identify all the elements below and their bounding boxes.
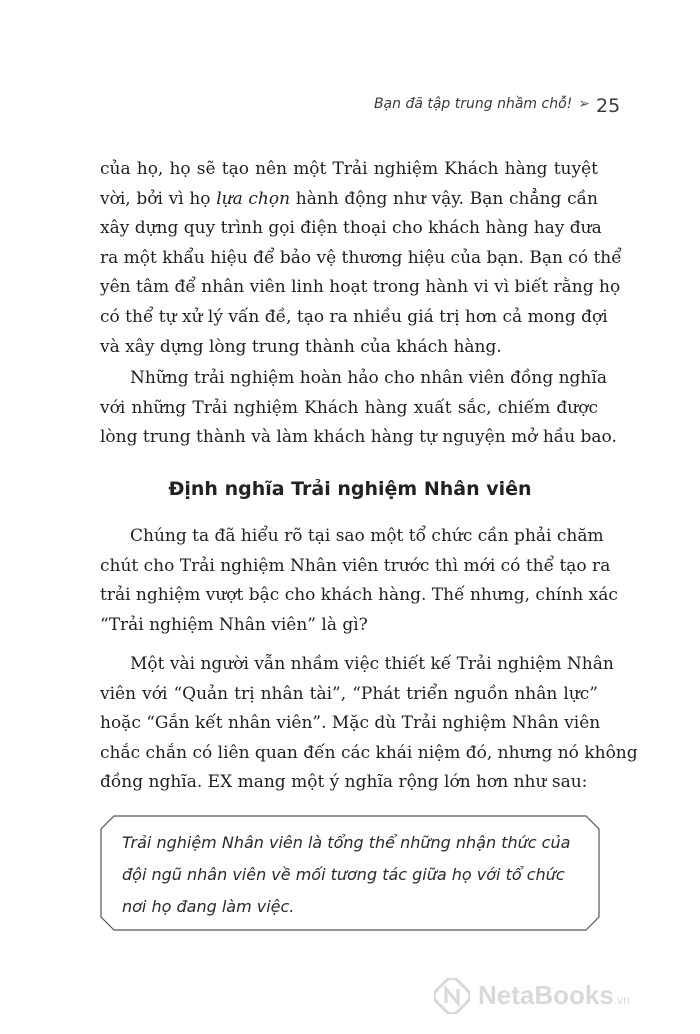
text-line: trải nghiệm vượt bậc cho khách hàng. Thế nhưng, chính xác xyxy=(100,585,618,606)
running-header xyxy=(374,96,590,112)
paragraph-3 xyxy=(100,522,618,640)
text-line: của họ, họ sẽ tạo nên một Trải nghiệm Khách hàng tuyệt xyxy=(100,159,598,179)
text-line: đồng nghĩa. EX mang một ý nghĩa rộng lớn hơn như sau: xyxy=(100,772,588,793)
paragraph-2 xyxy=(100,364,617,453)
page-number: 25 xyxy=(596,95,621,117)
text-line: và xây dựng lòng trung thành của khách hàng. xyxy=(100,336,502,357)
text-line: chắc chắn có liên quan đến các khái niệm đó, nhưng nó không xyxy=(100,742,638,763)
text-line: “Trải nghiệm Nhân viên” là gì? xyxy=(100,614,368,635)
section-heading: Định nghĩa Trải nghiệm Nhân viên xyxy=(168,478,532,500)
text-line: có thể tự xử lý vấn đề, tạo ra nhiều giá trị hơn cả mong đợi xyxy=(100,306,608,327)
watermark-brand: NetaBooks xyxy=(478,980,614,1010)
text-span: vời, bởi vì họ xyxy=(100,188,217,209)
text-line: chút cho Trải nghiệm Nhân viên trước thì mới có thể tạo ra xyxy=(100,555,611,576)
text-line: ra một khẩu hiệu để bảo vệ thương hiệu của bạn. Bạn có thể xyxy=(100,247,622,268)
logo-icon xyxy=(434,978,470,1014)
text-line: Một vài người vẫn nhầm việc thiết kế Trải nghiệm Nhân xyxy=(130,654,614,674)
text-line: Chúng ta đã hiểu rõ tại sao một tổ chức cần phải chăm xyxy=(130,526,604,546)
watermark-logo xyxy=(434,972,694,1020)
running-title: Bạn đã tập trung nhầm chỗ! xyxy=(373,96,573,112)
text-line: xây dựng quy trình gọi điện thoại cho khách hàng hay đưa xyxy=(100,218,602,239)
text-line: Trải nghiệm Nhân viên là tổng thể những nhận thức của xyxy=(122,833,571,852)
text-line: hoặc “Gắn kết nhân viên”. Mặc dù Trải nghiệm Nhân viên xyxy=(100,713,601,734)
text-span: hành động như vậy. Bạn chẳng cần xyxy=(290,188,599,209)
arrow-icon: ➢ xyxy=(578,96,590,112)
paragraph-4 xyxy=(100,650,638,798)
text-line: viên với “Quản trị nhân tài”, “Phát triển nguồn nhân lực” xyxy=(100,683,598,704)
emphasis-text: lựa chọn xyxy=(216,188,291,209)
definition-box xyxy=(100,815,600,931)
text-line: với những Trải nghiệm Khách hàng xuất sắc, chiếm được xyxy=(100,397,598,418)
watermark-suffix: .vn xyxy=(613,993,630,1007)
definition-text xyxy=(122,827,582,923)
text-line: nơi họ đang làm việc. xyxy=(122,897,295,916)
paragraph-1 xyxy=(100,155,622,362)
text-line: yên tâm để nhân viên linh hoạt trong hành vi vì biết rằng họ xyxy=(100,277,621,298)
watermark-text xyxy=(478,980,630,1011)
text-line: đội ngũ nhân viên về mối tương tác giữa họ với tổ chức xyxy=(122,865,565,884)
text-line: Những trải nghiệm hoàn hảo cho nhân viên đồng nghĩa xyxy=(130,368,607,388)
text-line: lòng trung thành và làm khách hàng tự nguyện mở hầu bao. xyxy=(100,427,617,448)
text-line xyxy=(100,185,598,215)
